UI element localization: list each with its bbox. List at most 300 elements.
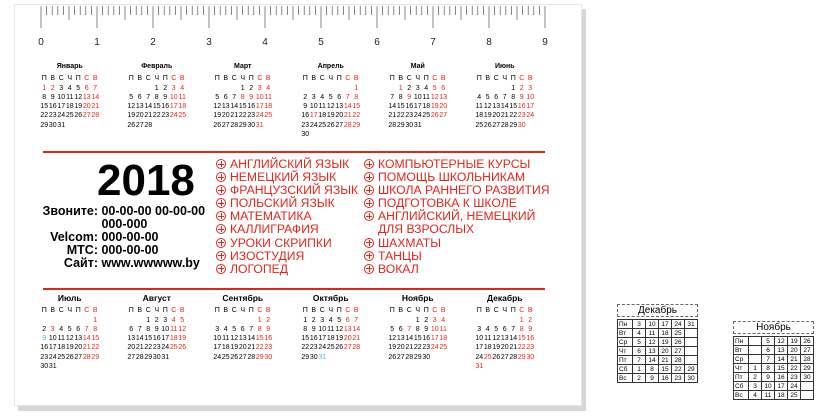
contact-value: 000-00-00 bbox=[101, 243, 159, 257]
mini-day-cell: 5 bbox=[762, 337, 775, 346]
day-cell: 26 bbox=[65, 353, 74, 361]
mini-day-cell: 30 bbox=[685, 374, 698, 383]
day-cell: 31 bbox=[161, 353, 170, 361]
mini-day-cell: 22 bbox=[788, 364, 801, 373]
mini-calendar-row bbox=[618, 347, 698, 356]
subject-item bbox=[364, 223, 550, 236]
mini-calendar-december bbox=[617, 304, 698, 383]
weekday-label: В bbox=[50, 75, 56, 83]
mini-calendar-row bbox=[618, 374, 698, 383]
plus-circle-icon bbox=[216, 172, 226, 182]
day-cell: 28 bbox=[500, 121, 509, 129]
day-cell: 23 bbox=[247, 112, 256, 120]
week-row bbox=[213, 316, 273, 325]
week-row bbox=[475, 353, 535, 362]
day-cell: 12 bbox=[483, 103, 492, 111]
plus-circle-icon bbox=[216, 238, 226, 248]
subject-label: ЛОГОПЕД bbox=[230, 261, 289, 276]
weekday-label: Ч bbox=[154, 307, 160, 315]
day-cell: 19 bbox=[492, 344, 501, 352]
day-cell: 17 bbox=[526, 103, 535, 111]
day-cell: 13 bbox=[74, 335, 83, 343]
mini-day-cell: 9 bbox=[762, 373, 775, 382]
month-top-0 bbox=[40, 62, 100, 130]
weekday-label: В bbox=[137, 307, 143, 315]
day-cell bbox=[439, 353, 448, 362]
weekday-label: С bbox=[319, 75, 325, 83]
day-cell: 22 bbox=[152, 112, 161, 120]
day-cell: 28 bbox=[144, 121, 153, 129]
day-cell bbox=[213, 316, 222, 325]
plus-circle-icon bbox=[364, 264, 374, 274]
day-cell: 12 bbox=[430, 93, 439, 101]
mini-day-cell: 28 bbox=[801, 355, 814, 364]
mini-day-cell: 28 bbox=[672, 356, 685, 365]
day-cell: 3 bbox=[477, 325, 482, 333]
plus-circle-icon bbox=[216, 224, 226, 234]
day-cell: 9 bbox=[528, 325, 533, 333]
day-cell: 14 bbox=[405, 335, 414, 343]
day-cell: 6 bbox=[441, 84, 446, 92]
day-cell: 8 bbox=[398, 93, 403, 101]
day-cell: 4 bbox=[223, 325, 228, 333]
day-cell: 2 bbox=[519, 84, 524, 92]
day-cell bbox=[83, 121, 92, 130]
day-cell: 12 bbox=[74, 93, 83, 101]
mini-day-cell: 8 bbox=[646, 365, 659, 374]
weekday-label: П bbox=[389, 307, 395, 315]
day-cell: 30 bbox=[517, 121, 526, 129]
day-cell: 1 bbox=[257, 316, 262, 324]
weekday-label: С bbox=[345, 75, 351, 83]
day-cell: 21 bbox=[247, 344, 256, 352]
day-cell bbox=[318, 130, 327, 139]
day-cell: 21 bbox=[230, 112, 239, 120]
month-bottom-5 bbox=[475, 294, 535, 371]
day-cell: 13 bbox=[82, 93, 91, 101]
day-cell: 29 bbox=[413, 353, 422, 361]
day-cell: 20 bbox=[82, 103, 91, 111]
day-cell bbox=[170, 353, 179, 362]
day-cell: 5 bbox=[494, 325, 499, 333]
mini-calendar-row bbox=[734, 337, 814, 346]
day-cell: 13 bbox=[238, 335, 247, 343]
week-row bbox=[475, 121, 535, 130]
subject-label: АНГЛИЙСКИЙ, НЕМЕЦКИЙ bbox=[378, 209, 536, 224]
day-cell: 28 bbox=[343, 121, 352, 129]
day-cell: 7 bbox=[146, 93, 151, 101]
mini-day-cell: 26 bbox=[801, 337, 814, 346]
week-row bbox=[475, 84, 535, 93]
day-cell: 29 bbox=[352, 121, 361, 129]
day-cell: 12 bbox=[326, 103, 335, 111]
day-cell bbox=[153, 121, 162, 130]
plus-circle-icon bbox=[216, 264, 226, 274]
mini-day-cell: 21 bbox=[788, 355, 801, 364]
week-row bbox=[127, 343, 187, 352]
day-cell: 22 bbox=[91, 344, 100, 352]
day-cell: 12 bbox=[230, 335, 239, 343]
day-cell: 23 bbox=[161, 112, 170, 120]
day-cell: 3 bbox=[257, 84, 262, 92]
mini-calendar-title: Декабрь bbox=[617, 304, 698, 317]
week-row bbox=[388, 121, 448, 130]
day-cell: 6 bbox=[345, 316, 350, 324]
day-cell: 24 bbox=[475, 353, 484, 361]
mini-day-name: Вт bbox=[734, 346, 749, 355]
mini-day-cell: 2 bbox=[749, 373, 762, 382]
week-row bbox=[127, 353, 187, 362]
day-cell: 24 bbox=[318, 344, 327, 352]
day-cell: 10 bbox=[57, 93, 66, 101]
day-cell: 6 bbox=[494, 93, 499, 101]
day-cell: 7 bbox=[249, 325, 254, 333]
day-cell: 11 bbox=[222, 335, 230, 343]
day-cell bbox=[397, 316, 406, 325]
day-cell: 8 bbox=[257, 325, 262, 333]
week-row bbox=[40, 84, 100, 93]
subject-label: УРОКИ СКРИПКИ bbox=[230, 235, 332, 250]
day-cell: 14 bbox=[135, 335, 144, 343]
weekday-header bbox=[388, 306, 448, 315]
day-cell: 24 bbox=[213, 353, 222, 361]
day-cell bbox=[91, 121, 100, 130]
week-row bbox=[301, 93, 361, 102]
day-cell: 10 bbox=[161, 325, 170, 333]
week-row bbox=[40, 121, 100, 130]
day-cell: 22 bbox=[144, 344, 153, 352]
day-cell bbox=[327, 130, 336, 139]
day-cell: 24 bbox=[169, 112, 178, 120]
day-cell: 11 bbox=[264, 93, 272, 101]
week-row bbox=[388, 334, 448, 343]
day-cell: 11 bbox=[422, 93, 430, 101]
day-cell: 25 bbox=[57, 353, 66, 361]
weekday-label: С bbox=[319, 307, 325, 315]
mini-day-cell: 29 bbox=[801, 364, 814, 373]
day-cell: 8 bbox=[93, 325, 98, 333]
weekday-label: С bbox=[493, 75, 499, 83]
day-cell: 10 bbox=[309, 103, 318, 111]
day-cell: 25 bbox=[65, 112, 74, 120]
mini-day-cell: 31 bbox=[685, 320, 698, 329]
week-row bbox=[127, 334, 187, 343]
weekday-label: В bbox=[50, 307, 56, 315]
day-cell bbox=[344, 84, 353, 93]
day-cell: 17 bbox=[48, 344, 57, 352]
plus-circle-icon bbox=[364, 185, 374, 195]
day-cell bbox=[422, 121, 431, 130]
day-cell: 28 bbox=[230, 121, 239, 129]
contact-value: 000-00-00 bbox=[101, 230, 159, 244]
day-cell: 12 bbox=[178, 325, 187, 333]
day-cell: 16 bbox=[152, 335, 161, 343]
weekday-label: В bbox=[398, 307, 404, 315]
weekday-label: В bbox=[527, 75, 533, 83]
day-cell bbox=[439, 121, 448, 130]
mini-day-cell bbox=[685, 329, 698, 338]
day-cell: 20 bbox=[500, 344, 509, 352]
day-cell: 30 bbox=[405, 121, 414, 129]
mini-calendar-title: Ноябрь bbox=[733, 321, 814, 334]
week-row bbox=[301, 343, 361, 352]
subject-item bbox=[364, 237, 550, 250]
day-cell: 19 bbox=[178, 335, 187, 343]
weekday-label: Ч bbox=[240, 307, 246, 315]
day-cell: 30 bbox=[526, 353, 535, 361]
subject-label: АНГЛИЙСКИЙ ЯЗЫК bbox=[230, 157, 350, 171]
day-cell: 31 bbox=[57, 121, 66, 129]
mini-day-cell: 29 bbox=[685, 365, 698, 374]
contact-label: МТС: bbox=[66, 243, 98, 257]
day-cell: 16 bbox=[48, 103, 57, 111]
weekday-label: П bbox=[476, 75, 482, 83]
day-cell: 6 bbox=[76, 325, 81, 333]
weekday-header bbox=[301, 306, 361, 315]
month-top-5 bbox=[475, 62, 535, 130]
day-cell: 3 bbox=[215, 325, 220, 333]
week-row bbox=[475, 316, 535, 325]
day-cell: 15 bbox=[152, 103, 161, 111]
day-cell: 21 bbox=[91, 103, 100, 111]
weekday-label: П bbox=[128, 307, 134, 315]
day-cell: 21 bbox=[405, 344, 414, 352]
subject-item bbox=[364, 250, 550, 263]
month-bottom-1 bbox=[127, 294, 187, 362]
mini-day-cell: 30 bbox=[801, 373, 814, 382]
week-row bbox=[127, 121, 187, 130]
month-top-1 bbox=[127, 62, 187, 130]
day-cell: 4 bbox=[171, 316, 176, 324]
day-cell: 11 bbox=[66, 93, 74, 101]
weekday-label: В bbox=[179, 75, 185, 83]
day-cell: 13 bbox=[343, 325, 352, 333]
weekday-label: С bbox=[145, 75, 151, 83]
week-row bbox=[213, 334, 273, 343]
day-cell: 18 bbox=[65, 103, 74, 111]
weekday-label: В bbox=[485, 307, 491, 315]
day-cell: 6 bbox=[84, 84, 89, 92]
day-cell: 15 bbox=[144, 335, 153, 343]
mini-calendar-row bbox=[734, 355, 814, 364]
week-row bbox=[475, 111, 535, 120]
day-cell bbox=[66, 121, 75, 130]
weekday-label: В bbox=[440, 307, 446, 315]
day-cell: 2 bbox=[528, 316, 533, 324]
mini-day-cell: 24 bbox=[788, 382, 801, 391]
day-cell: 18 bbox=[475, 112, 484, 120]
weekday-header bbox=[127, 74, 187, 83]
day-cell: 10 bbox=[413, 93, 422, 101]
day-cell: 19 bbox=[127, 112, 136, 120]
day-cell: 22 bbox=[517, 344, 526, 352]
day-cell: 28 bbox=[135, 353, 144, 361]
day-cell: 14 bbox=[91, 93, 100, 101]
weekday-header bbox=[213, 306, 273, 315]
day-cell: 31 bbox=[413, 121, 422, 129]
mini-day-cell: 23 bbox=[788, 373, 801, 382]
day-cell bbox=[127, 316, 136, 325]
week-row bbox=[213, 343, 273, 352]
year-title: 2018 bbox=[97, 156, 195, 205]
day-cell: 23 bbox=[264, 344, 273, 352]
day-cell: 18 bbox=[422, 103, 431, 111]
weekday-label: В bbox=[311, 307, 317, 315]
mini-calendar-row bbox=[618, 320, 698, 329]
plus-circle-icon bbox=[216, 211, 226, 221]
day-cell bbox=[264, 121, 273, 130]
day-cell: 20 bbox=[492, 112, 501, 120]
day-cell: 22 bbox=[352, 112, 361, 120]
week-row bbox=[213, 102, 273, 111]
day-cell: 22 bbox=[238, 112, 247, 120]
weekday-label: П bbox=[128, 75, 134, 83]
week-row bbox=[301, 84, 361, 93]
day-cell: 17 bbox=[318, 335, 327, 343]
day-cell bbox=[213, 84, 222, 93]
day-cell: 29 bbox=[301, 353, 310, 361]
day-cell: 3 bbox=[59, 84, 64, 92]
week-row bbox=[40, 102, 100, 111]
day-cell: 29 bbox=[396, 121, 405, 129]
weekday-label: П bbox=[162, 75, 168, 83]
month-name: Июнь bbox=[494, 63, 515, 70]
ruler-label: 9 bbox=[542, 37, 548, 48]
day-cell: 25 bbox=[221, 353, 230, 361]
weekday-label: Ч bbox=[502, 75, 508, 83]
mini-day-cell: 14 bbox=[646, 356, 659, 365]
week-row bbox=[301, 325, 361, 334]
day-cell: 14 bbox=[509, 335, 518, 343]
day-cell: 4 bbox=[328, 316, 333, 324]
day-cell: 10 bbox=[475, 335, 484, 343]
day-cell: 26 bbox=[230, 353, 239, 361]
day-cell bbox=[484, 84, 493, 93]
day-cell bbox=[127, 84, 136, 93]
day-cell bbox=[509, 362, 518, 371]
weekday-label: С bbox=[58, 75, 64, 83]
day-cell: 1 bbox=[303, 316, 308, 324]
day-cell: 3 bbox=[528, 84, 533, 92]
day-cell: 13 bbox=[439, 93, 448, 101]
mini-day-name: Сб bbox=[734, 382, 749, 391]
day-cell: 16 bbox=[247, 103, 256, 111]
day-cell bbox=[388, 316, 397, 325]
mini-calendar-table bbox=[617, 319, 698, 383]
day-cell: 16 bbox=[517, 103, 526, 111]
weekday-label: Ч bbox=[328, 75, 334, 83]
day-cell: 19 bbox=[230, 344, 239, 352]
mini-day-cell: 27 bbox=[672, 347, 685, 356]
day-cell: 20 bbox=[74, 344, 83, 352]
month-name: Декабрь bbox=[486, 293, 523, 303]
day-cell bbox=[492, 84, 501, 93]
day-cell: 22 bbox=[40, 112, 49, 120]
day-cell: 23 bbox=[526, 344, 535, 352]
plus-circle-icon bbox=[364, 172, 374, 182]
day-cell: 9 bbox=[163, 93, 168, 101]
ruler-label: 2 bbox=[150, 37, 156, 48]
contact-label: Сайт: bbox=[63, 256, 98, 270]
day-cell: 27 bbox=[127, 353, 136, 361]
day-cell: 30 bbox=[309, 353, 318, 361]
day-cell: 23 bbox=[48, 112, 57, 120]
weekday-label: П bbox=[336, 75, 342, 83]
day-cell: 11 bbox=[57, 335, 65, 343]
day-cell: 9 bbox=[407, 93, 412, 101]
mini-day-cell bbox=[801, 391, 814, 400]
day-cell: 25 bbox=[439, 344, 448, 352]
day-cell bbox=[301, 84, 310, 93]
day-cell: 23 bbox=[405, 112, 414, 120]
day-cell: 19 bbox=[326, 112, 335, 120]
contact-value: 000-000 bbox=[101, 217, 148, 231]
mini-day-cell: 22 bbox=[672, 365, 685, 374]
day-cell: 8 bbox=[303, 325, 308, 333]
day-cell: 25 bbox=[178, 112, 187, 120]
mini-day-name: Пт bbox=[734, 373, 749, 382]
day-cell: 2 bbox=[266, 316, 271, 324]
weekday-label: Ч bbox=[67, 75, 73, 83]
day-cell: 18 bbox=[439, 335, 448, 343]
weekday-label: С bbox=[432, 307, 438, 315]
weekday-label: Ч bbox=[415, 75, 421, 83]
mini-day-name: Сб bbox=[618, 365, 633, 374]
week-row bbox=[388, 93, 448, 102]
week-row bbox=[388, 84, 448, 93]
day-cell: 8 bbox=[42, 93, 47, 101]
subject-label: ПОДГОТОВКА К ШКОЛЕ bbox=[378, 196, 517, 211]
mini-day-cell: 5 bbox=[633, 338, 646, 347]
day-cell: 26 bbox=[430, 112, 439, 120]
day-cell: 8 bbox=[354, 93, 359, 101]
day-cell: 22 bbox=[396, 112, 405, 120]
day-cell: 8 bbox=[519, 325, 524, 333]
day-cell bbox=[344, 353, 353, 362]
day-cell: 17 bbox=[475, 344, 484, 352]
day-cell bbox=[431, 353, 440, 362]
weekday-header bbox=[301, 74, 361, 83]
mini-day-cell: 4 bbox=[633, 329, 646, 338]
plus-circle-icon bbox=[364, 198, 374, 208]
day-cell: 16 bbox=[309, 335, 318, 343]
day-cell: 4 bbox=[266, 84, 271, 92]
subject-label: ШКОЛА РАННЕГО РАЗВИТИЯ bbox=[378, 183, 550, 198]
week-row bbox=[475, 325, 535, 334]
day-cell: 2 bbox=[311, 316, 316, 324]
weekday-label: С bbox=[145, 307, 151, 315]
day-cell bbox=[136, 316, 145, 325]
day-cell: 19 bbox=[65, 344, 74, 352]
mini-day-cell: 13 bbox=[646, 347, 659, 356]
day-cell: 24 bbox=[430, 344, 439, 352]
mini-day-cell: 17 bbox=[659, 320, 672, 329]
mini-day-cell bbox=[749, 346, 762, 355]
weekday-label: Ч bbox=[154, 75, 160, 83]
mini-day-cell: 10 bbox=[762, 382, 775, 391]
weekday-header bbox=[40, 74, 100, 83]
day-cell: 17 bbox=[309, 112, 318, 120]
day-cell bbox=[178, 353, 187, 362]
weekday-header bbox=[475, 74, 535, 83]
weekday-label: В bbox=[398, 75, 404, 83]
day-cell bbox=[484, 316, 493, 325]
day-cell: 5 bbox=[76, 84, 81, 92]
weekday-label: С bbox=[231, 75, 237, 83]
mini-day-cell: 23 bbox=[672, 374, 685, 383]
subjects-left bbox=[216, 158, 358, 276]
day-cell: 25 bbox=[483, 353, 492, 361]
